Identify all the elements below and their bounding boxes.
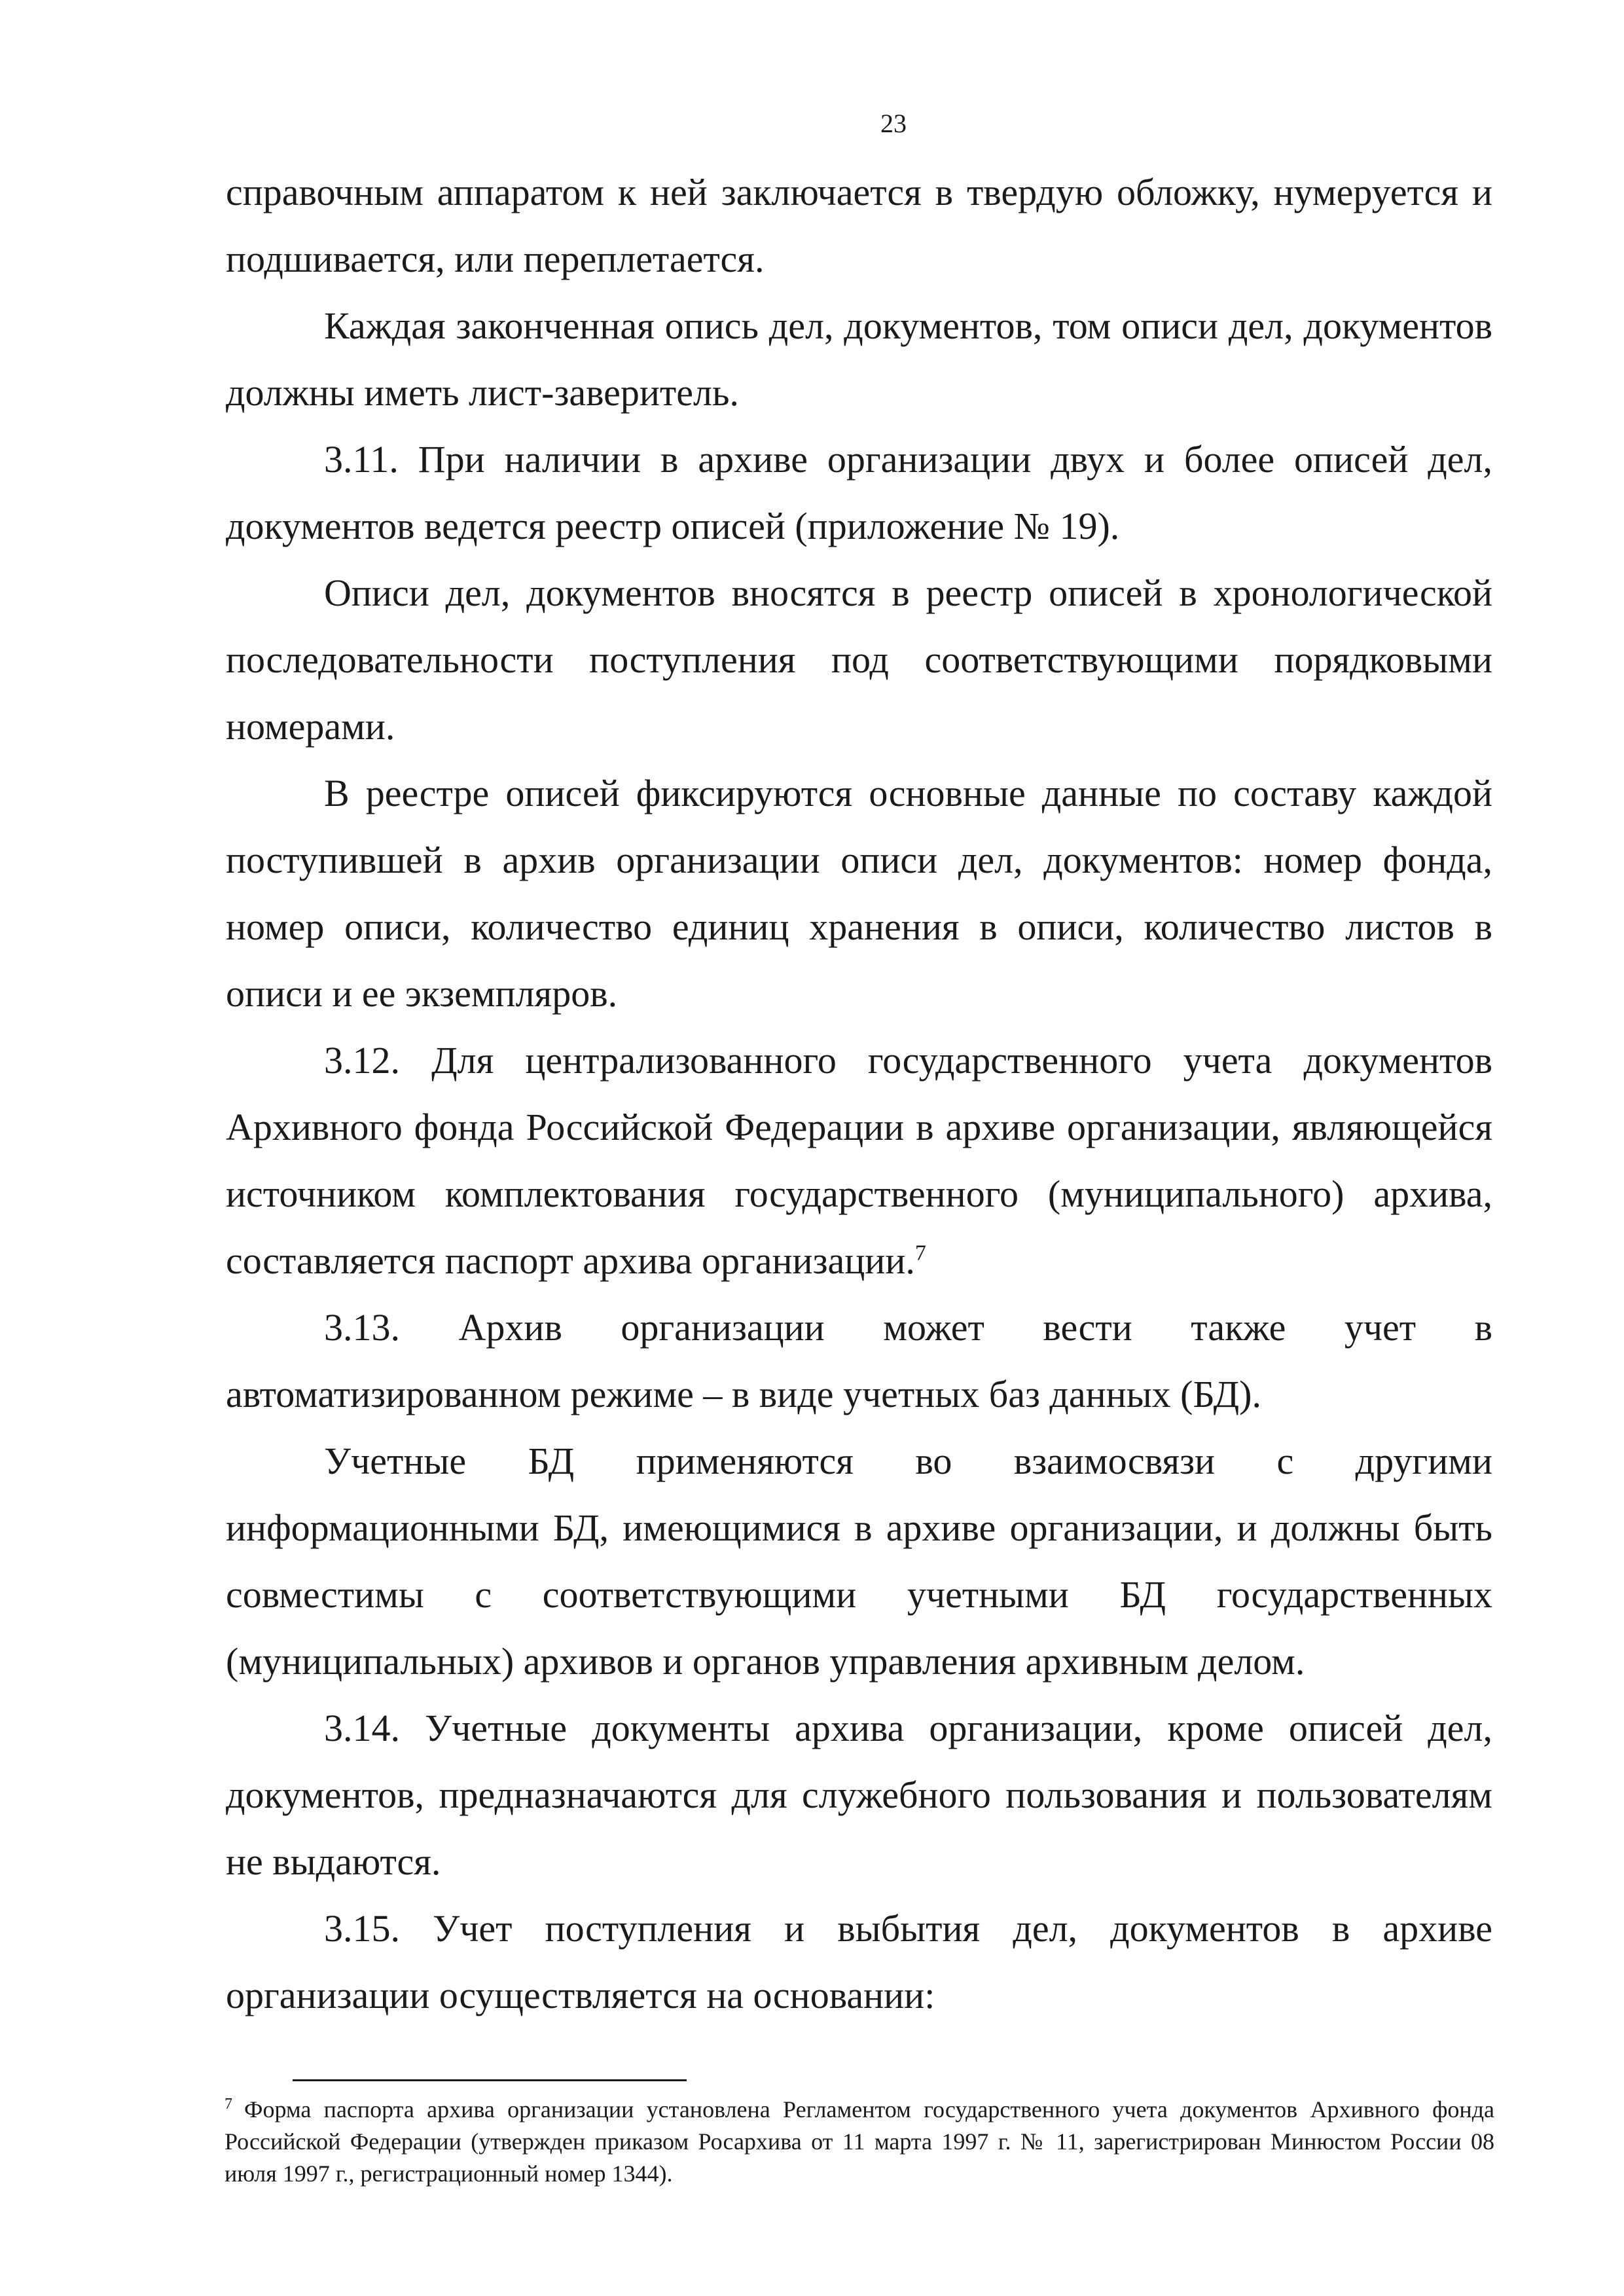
- footnote-divider: [293, 2079, 687, 2081]
- paragraph-3-12-text: 3.12. Для централизованного государственного учета документов Архивного фонда Российской Федерации в архиве организации, являющейся источником комплектования государственного (муниципального) архива, составляется паспорт архива организации.: [226, 1039, 1492, 1282]
- paragraph-3-13: 3.13. Архив организации может вести также учет в автоматизированном режиме – в виде учетных баз данных (БД).: [226, 1306, 1492, 1415]
- paragraph-inventory-certificate: Каждая законченная опись дел, документов, том описи дел, документов должны иметь лист-заверитель.: [226, 304, 1492, 414]
- paragraph-3-15: 3.15. Учет поступления и выбытия дел, документов в архиве организации осуществляется на основании:: [226, 1907, 1492, 2016]
- page-number: 23: [880, 109, 907, 138]
- document-body: [226, 159, 1492, 2029]
- paragraph-3-12: [226, 1027, 1492, 1294]
- footnote-reference: 7: [914, 1241, 926, 1266]
- paragraph-continuation: справочным аппаратом к ней заключается в твердую обложку, нумеруется и подшивается, или переплетается.: [226, 171, 1492, 280]
- footnote-marker: 7: [225, 2096, 232, 2113]
- footnote: [225, 2094, 1494, 2190]
- footnote-text: Форма паспорта архива организации установлена Регламентом государственного учета документов Архивного фонда Российской Федерации (утвержден приказом Росархива от 11 марта 1997 г. № 11, зарегистрирован Минюстом России 08 июля 1997 г., регистрационный номер 1344).: [225, 2096, 1494, 2187]
- paragraph-3-11: 3.11. При наличии в архиве организации двух и более описей дел, документов ведется реестр описей (приложение № 19).: [226, 438, 1492, 547]
- paragraph-accounting-databases: Учетные БД применяются во взаимосвязи с другими информационными БД, имеющимися в архиве организации, и должны быть совместимы с соответствующими учетными БД государственных (муниципальных) архивов и органов управления архивным делом.: [226, 1440, 1492, 1683]
- paragraph-registry-data: В реестре описей фиксируются основные данные по составу каждой поступившей в архив организации описи дел, документов: номер фонда, номер описи, количество единиц хранения в описи, количество листов в описи и ее экземпляров.: [226, 772, 1492, 1015]
- paragraph-3-14: 3.14. Учетные документы архива организации, кроме описей дел, документов, предназначаются для служебного пользования и пользователям не выдаются.: [226, 1707, 1492, 1883]
- paragraph-inventory-registry-order: Описи дел, документов вносятся в реестр описей в хронологической последовательности поступления под соответствующими порядковыми номерами.: [226, 572, 1492, 748]
